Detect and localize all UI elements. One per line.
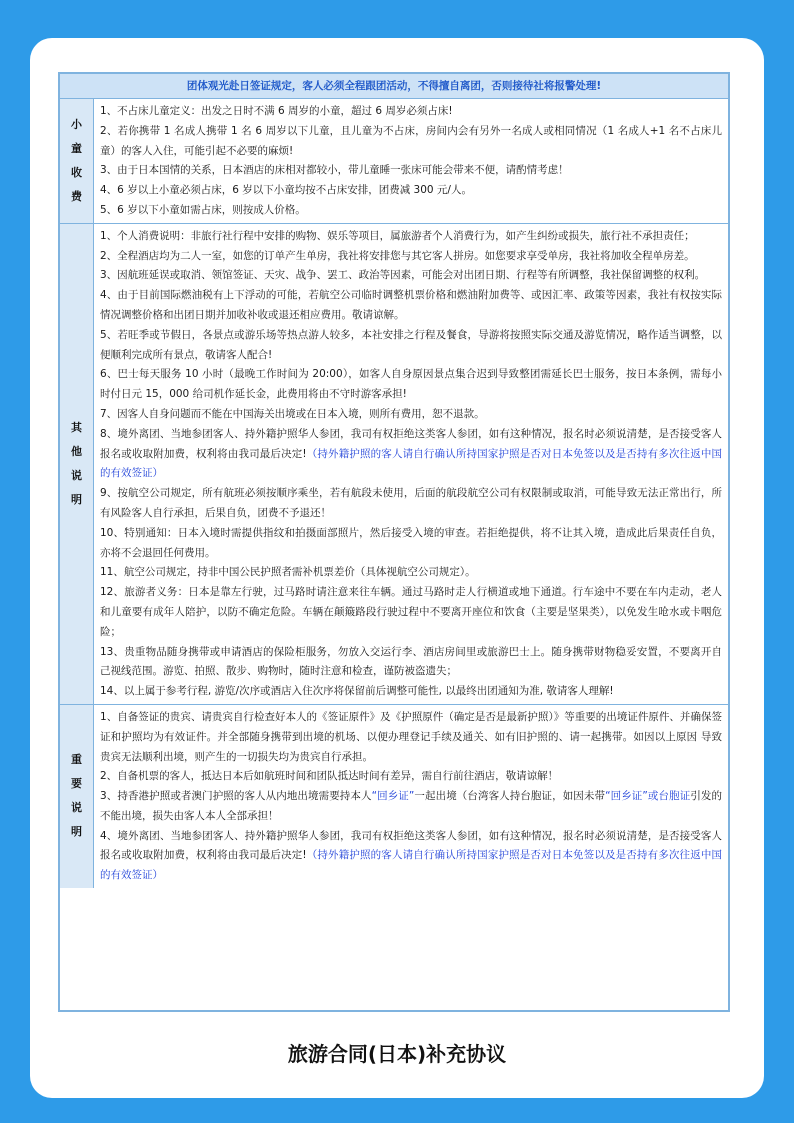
banner-notice: 团体观光赴日签证规定，客人必须全程跟团活动，不得擅自离团，否则接待社将报警处理! — [60, 74, 728, 99]
section-other-notes — [60, 224, 728, 705]
terms-table — [58, 72, 730, 1012]
paragraph: 12、旅游者义务：日本是靠左行驶，过马路时请注意来往车辆。通过马路时走人行横道或地下通道。行车途中不要在车内走动，老人和儿童要有成年人陪护，以防不确定危险。车辆在颠簸路段行驶过程中不要离开座位和饮食（主要是坚果类），以免发生呛水或卡咽危险； — [100, 586, 722, 638]
document-title: 旅游合同(日本)补充协议 — [287, 1042, 507, 1066]
paragraph: 4、由于目前国际燃油税有上下浮动的可能，若航空公司临时调整机票价格和燃油附加费等、或因汇率、政策等因素，我社有权按实际情况调整价格和出团日期并加收补收或退还相应费用。敬请谅解。 — [100, 289, 722, 321]
paragraph: 2、若你携带 1 名成人携带 1 名 6 周岁以下儿童，且儿童为不占床，房间内会有另外一名成人或相同情况（1 名成人+1 名不占床儿童）的客人入住，可能引起不必要的麻烦! — [100, 124, 722, 157]
section-important-notes — [60, 705, 728, 888]
paragraph: 3、持香港护照或者澳门护照的客人从内地出境需要持本人“回乡证”一起出境（台湾客人持台胞证，如因未带“回乡证”或台胞证引发的不能出境，损失由客人本人全部承担！ — [100, 790, 722, 822]
paragraph: 6、巴士每天服务 10 小时（最晚工作时间为 20:00），如客人自身原因景点集合迟到导致整团需延长巴士服务，按日本条例，需每小时付日元 15，000 给司机作延长金，此费用将由不守时游客承担! — [100, 368, 722, 401]
section-label: 小 童 收 费 — [60, 99, 94, 223]
paragraph: 10、特别通知：日本入境时需提供指纹和拍摄面部照片，然后接受入境的审查。若拒绝提供，将不让其入境，造成此后果责任自负，亦将不会退回任何费用。 — [100, 526, 722, 559]
section-label: 其 他 说 明 — [60, 224, 94, 704]
highlight-text: “回乡证” — [371, 790, 415, 803]
section-content — [94, 705, 728, 888]
paragraph: 11、航空公司规定，持非中国公民护照者需补机票差价（具体视航空公司规定）。 — [100, 566, 476, 579]
paragraph: 4、境外离团、当地参团客人、持外籍护照华人参团，我司有权拒绝这类客人参团，如有这种情况，报名时必须说清楚，是否接受客人报名或收取附加费，权利将由我司最后决定!（持外籍护照的客人请自行确认所持国家护照是否对日本免签以及是否持有多次往返中国的有效签证） — [100, 829, 722, 882]
paragraph: 13、贵重物品随身携带或申请酒店的保险柜服务，勿放入交运行李、酒店房间里或旅游巴士上。随身携带财物稳妥安置，不要离开自己视线范围。游览、拍照、散步、购物时，随时注意和检查，谨防被盗遗失； — [100, 645, 722, 678]
paragraph: 14、以上属于参考行程, 游览/次序或酒店入住次序将保留前后调整可能性, 以最终出团通知为准, 敬请客人理解! — [100, 685, 614, 698]
paragraph: 8、境外离团、当地参团客人、持外籍护照华人参团，我司有权拒绝这类客人参团，如有这种情况，报名时必须说清楚，是否接受客人报名或收取附加费，权利将由我司最后决定!（持外籍护照的客人请自行确认所持国家护照是否对日本免签以及是否持有多次往返中国的有效签证） — [100, 427, 722, 480]
paragraph: 4、6 岁以上小童必须占床，6 岁以下小童均按不占床安排，团费减 300 元/人。 — [100, 184, 472, 197]
highlight-text: “回乡证”或台胞证 — [605, 790, 691, 803]
paragraph: 5、6 岁以下小童如需占床，则按成人价格。 — [100, 203, 306, 216]
paragraph: 2、全程酒店均为二人一室，如您的订单产生单房，我社将安排您与其它客人拼房。如您要求享受单房，我社将加收全程单房差。 — [100, 249, 695, 262]
paragraph: 3、由于日本国情的关系，日本酒店的床相对都较小，带儿童睡一张床可能会带来不便，请酌情考虑！ — [100, 164, 569, 177]
paragraph: 5、若旺季或节假日，各景点或游乐场等热点游人较多，本社安排之行程及餐食，导游将按照实际交通及游览情况，略作适当调整，以便顺利完成所有景点，敬请客人配合! — [100, 328, 722, 361]
section-content — [94, 99, 728, 223]
paragraph: 9、按航空公司规定，所有航班必须按顺序乘坐，若有航段未使用，后面的航段航空公司有权限制或取消，可能导致无法正常出行，所有风险客人自行承担，后果自负，团费不予退还！ — [100, 487, 722, 519]
paragraph: 1、不占床儿童定义：出发之日时不满 6 周岁的小童，超过 6 周岁必须占床! — [100, 105, 453, 117]
paragraph: 1、自备签证的贵宾、请贵宾自行检查好本人的《签证原件》及《护照原件（确定是否是最新护照）》等重要的出境证件原件、并确保签证和护照均为有效证件。并全部随身携带到出境的机场、以便办理登记手续及通关、如有旧护照的、请一起携带。如因以上原因 导致贵宾无法顺利出境，则产生的一切损失均为贵宾自行承担。 — [100, 710, 722, 763]
paragraph: 2、自备机票的客人，抵达日本后如航班时间和团队抵达时间有差异，需自行前往酒店，敬请谅解！ — [100, 770, 559, 783]
paragraph: 3、因航班延误或取消、领馆签证、天灾、战争、罢工、政治等因素，可能会对出团日期、行程等有所调整，我社保留调整的权利。 — [100, 269, 706, 282]
section-label: 重 要 说 明 — [60, 705, 94, 888]
section-child-fees — [60, 99, 728, 224]
document-card — [30, 38, 764, 1098]
paragraph-note: （持外籍护照的客人请自行确认所持国家护照是否对日本免签以及是否持有多次往返中国的有效签证） — [100, 849, 722, 882]
section-content — [94, 224, 728, 704]
paragraph: 1、个人消费说明：非旅行社行程中安排的购物、娱乐等项目，属旅游者个人消费行为，如产生纠纷或损失，旅行社不承担责任； — [100, 229, 695, 242]
paragraph-note: （持外籍护照的客人请自行确认所持国家护照是否对日本免签以及是否持有多次往返中国的有效签证） — [100, 447, 722, 480]
paragraph: 7、因客人自身问题而不能在中国海关出境或在日本入境，则所有费用，恕不退款。 — [100, 407, 485, 420]
